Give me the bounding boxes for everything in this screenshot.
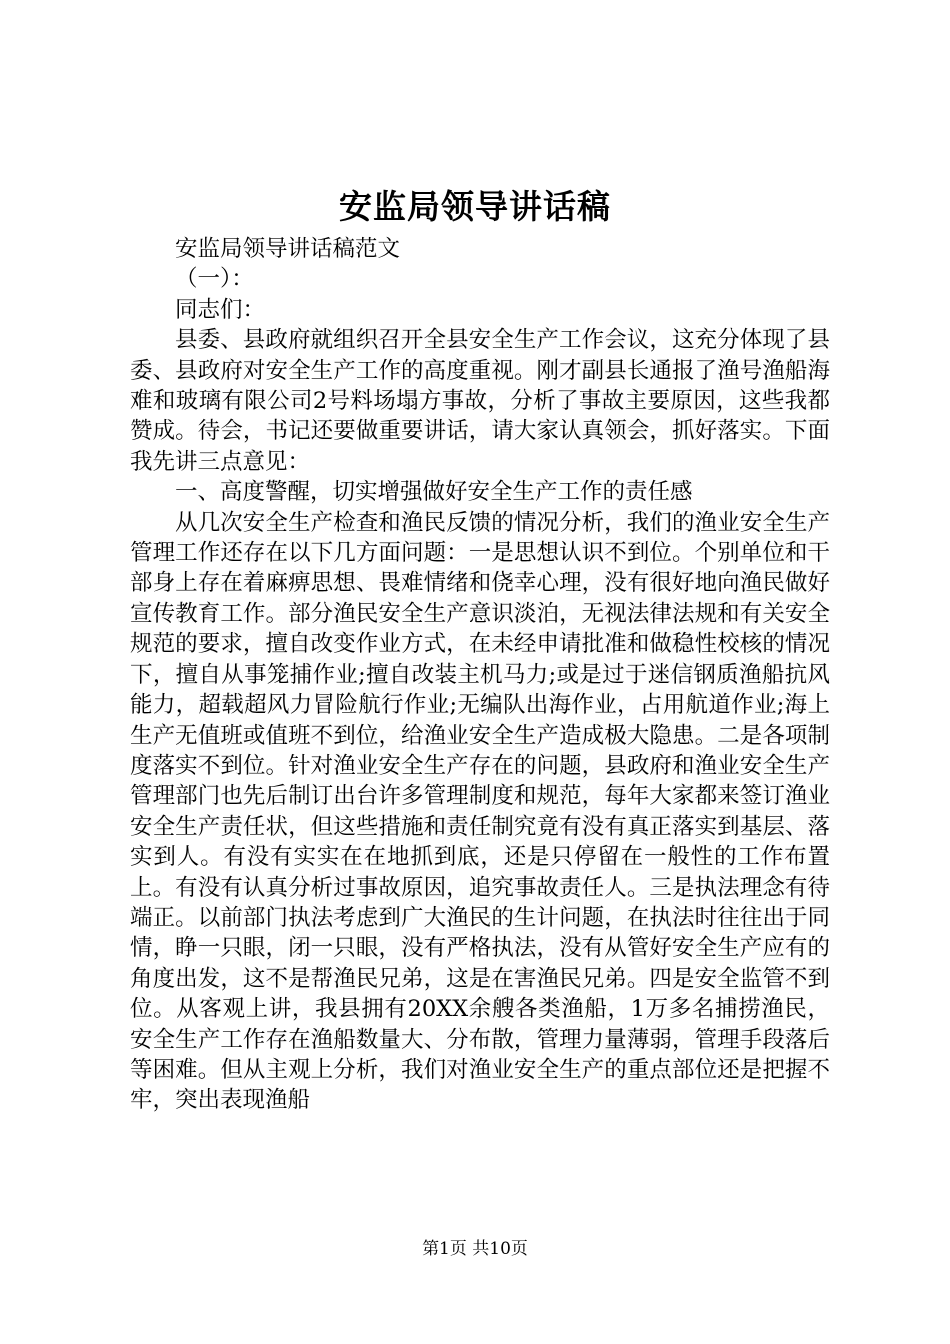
paragraph: 县委、县政府就组织召开全县安全生产工作会议，这充分体现了县委、县政府对安全生产工作的高度重视。刚才副县长通报了渔号渔船海难和玻璃有限公司2号料场塌方事故，分析了事故主要原因，这些我都赞成。待会，书记还要做重要讲话，请大家认真领会，抓好落实。下面我先讲三点意见： xyxy=(130,327,830,475)
paragraph: （一）： xyxy=(175,266,254,293)
paragraph: 安监局领导讲话稿范文 xyxy=(175,236,401,262)
paragraph: 同志们： xyxy=(175,296,266,323)
page-footer: 第1页 共10页 xyxy=(422,1239,528,1259)
document-body xyxy=(130,234,830,1116)
paragraph: 一、高度警醒，切实增强做好安全生产工作的责任感 xyxy=(175,479,693,506)
document-title: 安监局领导讲话稿 xyxy=(339,187,611,226)
paragraph: 从几次安全生产检查和渔民反馈的情况分析，我们的渔业安全生产管理工作还存在以下几方面问题：一是思想认识不到位。个别单位和干部身上存在着麻痹思想、畏难情绪和侥幸心理，没有很好地向渔民做好宣传教育工作。部分渔民安全生产意识淡泊，无视法律法规和有关安全规范的要求，擅自改变作业方式，在未经申请批准和做稳性校核的情况下，擅自从事笼捕作业;擅自改装主机马力;或是过于迷信钢质渔船抗风能力，超载超风力冒险航行作业;无编队出海作业，占用航道作业;海上生产无值班或值班不到位，给渔业安全生产造成极大隐患。二是各项制度落实不到位。针对渔业安全生产存在的问题，县政府和渔业安全生产管理部门也先后制订出台许多管理制度和规范，每年大家都来签订渔业安全生产责任状，但这些措施和责任制究竟有没有真正落实到基层、落实到人。有没有实实在在地抓到底，还是只停留在一般性的工作布置上。有没有认真分析过事故原因，追究事故责任人。三是执法理念有待端正。以前部门执法考虑到广大渔民的生计问题，在执法时往往出于同情，睁一只眼，闭一只眼，没有严格执法，没有从管好安全生产应有的角度出发，这不是帮渔民兄弟，这是在害渔民兄弟。四是安全监管不到位。从客观上讲，我县拥有20XX余艘各类渔船，1万多名捕捞渔民，安全生产工作存在渔船数量大、分布散，管理力量薄弱，管理手段落后等困难。但从主观上分析，我们对渔业安全生产的重点部位还是把握不牢，突出表现渔船 xyxy=(130,509,830,1114)
